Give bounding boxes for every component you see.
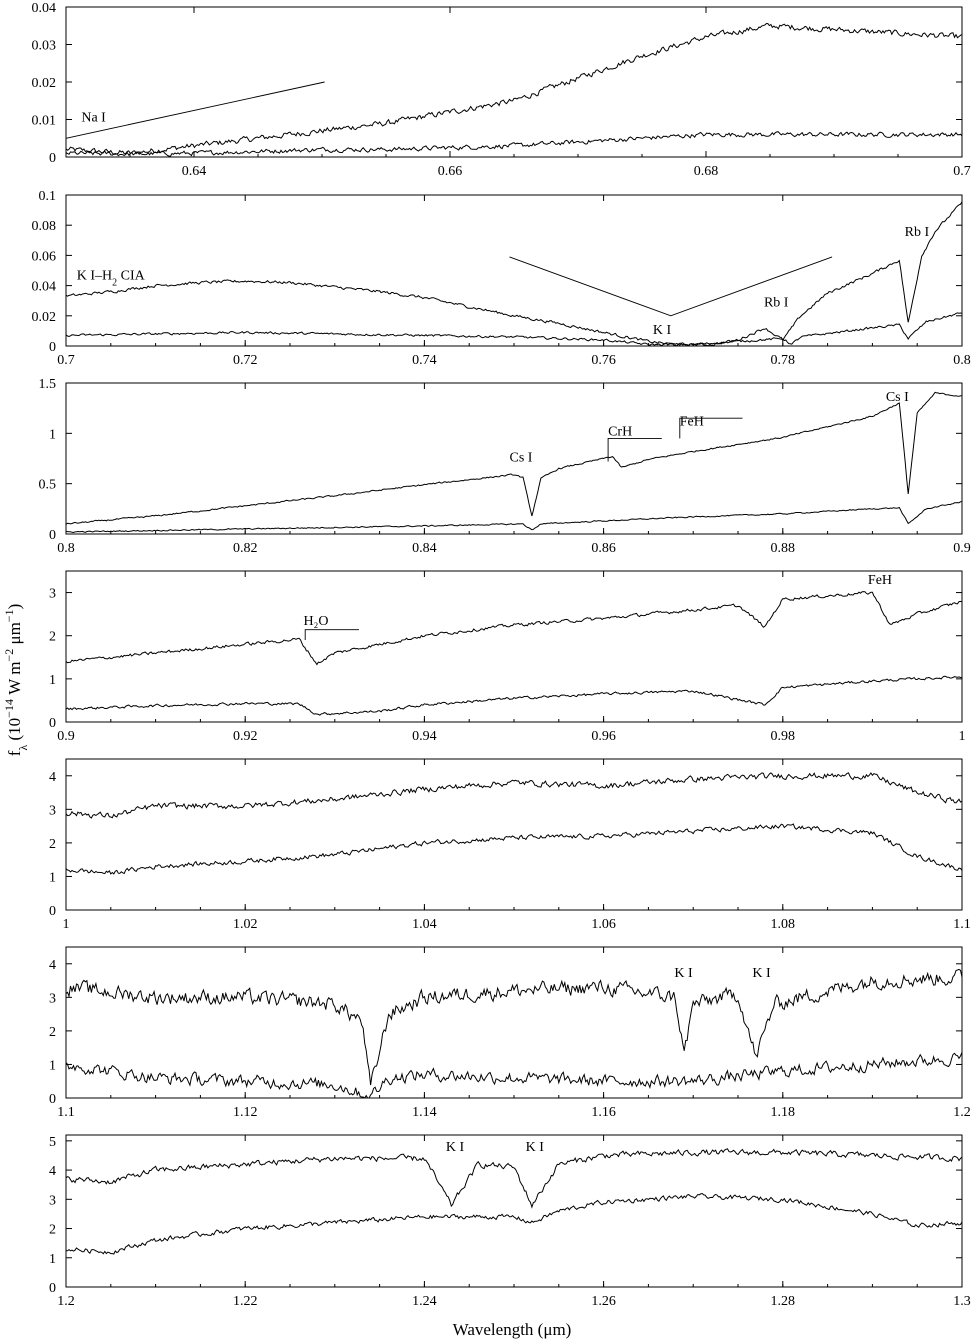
feature-annotation: FeH (867, 572, 893, 588)
spectrum-panel-2 (32, 189, 971, 368)
feature-guide-line (305, 630, 359, 640)
spectrum-panel-3 (39, 377, 971, 556)
x-tick-label: 0.96 (591, 729, 616, 744)
y-tick-label: 3 (49, 1193, 56, 1209)
y-tick-label: 4 (49, 769, 56, 785)
upper-spectrum-line (66, 202, 962, 346)
feature-annotation: K I (752, 966, 771, 982)
x-tick-label: 0.7 (953, 164, 971, 179)
x-tick-label: 0.76 (591, 353, 616, 368)
x-tick-label: 0.68 (693, 164, 719, 179)
x-tick-label: 0.8 (953, 353, 971, 368)
y-tick-label: 0 (49, 528, 56, 543)
y-tick-label: 0 (49, 1281, 56, 1296)
upper-spectrum-line (66, 773, 962, 818)
y-tick-label: 0 (49, 151, 56, 166)
y-tick-label: 4 (49, 1164, 56, 1180)
spectrum-panel-6 (49, 947, 971, 1120)
panel-frame (66, 571, 962, 722)
feature-annotation: K I (652, 322, 672, 338)
y-tick-label: 3 (49, 803, 56, 819)
feature-annotation: Cs I (885, 390, 909, 406)
lower-spectrum-line (66, 1194, 962, 1255)
x-tick-label: 0.72 (232, 353, 258, 368)
lower-spectrum-line (66, 501, 962, 532)
x-tick-label: 0.64 (181, 164, 207, 179)
x-tick-label: 1.1 (57, 1105, 75, 1120)
x-axis-label: Wavelength (μm) (452, 1320, 572, 1339)
x-tick-label: 0.66 (437, 164, 463, 179)
feature-annotation: K I (445, 1140, 465, 1156)
x-tick-label: 1.14 (412, 1105, 437, 1120)
x-tick-label: 1 (62, 917, 70, 932)
y-tick-label: 1 (49, 870, 56, 886)
x-tick-label: 1.06 (591, 917, 616, 932)
feature-annotation: CrH (608, 424, 633, 440)
y-tick-label: 0.5 (38, 477, 56, 493)
panel-frame (66, 947, 962, 1098)
y-tick-label: 2 (49, 629, 56, 645)
x-tick-label: 1.18 (770, 1105, 796, 1120)
x-tick-label: 1.24 (412, 1294, 437, 1309)
x-tick-label: 1.22 (232, 1294, 258, 1309)
x-tick-label: 1 (958, 729, 966, 744)
upper-spectrum-line (66, 1149, 962, 1207)
feature-annotation: H₂O (303, 613, 329, 629)
panel-frame (66, 1135, 962, 1287)
x-tick-label: 0.86 (591, 541, 616, 556)
feature-annotation: K I (674, 966, 693, 982)
y-tick-label: 0 (49, 1092, 56, 1107)
x-tick-label: 0.9 (57, 729, 75, 744)
feature-annotation: Na I (81, 110, 106, 126)
y-tick-label: 0 (49, 904, 56, 919)
upper-spectrum-line (66, 592, 962, 665)
y-tick-label: 2 (49, 1222, 56, 1238)
x-tick-label: 1.1 (953, 917, 971, 932)
lower-spectrum-line (66, 313, 962, 346)
x-tick-label: 0.84 (412, 541, 437, 556)
x-tick-label: 1.16 (591, 1105, 616, 1120)
y-tick-label: 2 (49, 1024, 56, 1040)
feature-annotation: Cs I (509, 450, 533, 466)
feature-annotation: K $I-H_2$ CIA (76, 268, 145, 289)
y-tick-label: 0.03 (31, 38, 56, 54)
y-tick-label: 0.08 (31, 219, 56, 235)
spectrum-panel-4 (49, 571, 966, 744)
upper-spectrum-line (66, 969, 962, 1085)
y-tick-label: 5 (49, 1134, 56, 1150)
y-tick-label: 1 (49, 1251, 56, 1267)
x-tick-label: 1.12 (232, 1105, 258, 1120)
y-tick-label: 4 (49, 957, 56, 973)
lower-spectrum-line (66, 676, 962, 715)
x-tick-label: 0.78 (770, 353, 796, 368)
y-tick-label: 0.02 (31, 76, 56, 91)
y-tick-label: 0.04 (31, 1, 56, 16)
y-tick-label: 3 (49, 586, 56, 602)
x-tick-label: 1.2 (953, 1105, 971, 1120)
x-tick-label: 0.74 (412, 353, 437, 368)
y-tick-label: 1 (49, 1058, 56, 1074)
y-tick-label: 0.01 (31, 113, 56, 129)
feature-annotation: FeH (679, 414, 704, 430)
x-tick-label: 0.98 (770, 729, 796, 744)
x-tick-label: 0.9 (953, 541, 971, 556)
x-tick-label: 1.08 (770, 917, 796, 932)
feature-annotation: K I (525, 1140, 544, 1156)
x-tick-label: 0.82 (232, 541, 258, 556)
x-tick-label: 1.3 (953, 1294, 971, 1309)
x-tick-label: 0.7 (57, 353, 75, 368)
x-tick-label: 1.28 (770, 1294, 796, 1309)
feature-annotation: Rb I (763, 295, 789, 311)
x-tick-label: 1.2 (57, 1294, 75, 1309)
y-tick-label: 3 (49, 991, 56, 1007)
feature-annotation: Rb I (904, 224, 930, 240)
x-tick-label: 0.88 (770, 541, 796, 556)
panel-frame (66, 195, 962, 346)
y-tick-label: 1 (49, 427, 56, 443)
y-axis-label: $f_\lambda$ ($10^{-14}$ W $m^{-2}$ $\mu m^{-1}$) (2, 603, 30, 757)
y-tick-label: 0.06 (31, 249, 56, 265)
y-tick-label: 0 (49, 716, 56, 731)
x-tick-label: 0.92 (232, 729, 258, 744)
x-tick-label: 1.04 (412, 917, 437, 932)
x-tick-label: 1.26 (591, 1294, 616, 1309)
panel-frame (66, 759, 962, 910)
x-tick-label: 0.94 (412, 729, 437, 744)
y-tick-label: 0.04 (31, 279, 56, 295)
lower-spectrum-line (66, 1052, 962, 1098)
y-tick-label: 1.5 (38, 377, 56, 392)
x-tick-label: 1.02 (232, 917, 258, 932)
y-tick-label: 0 (49, 340, 56, 355)
spectrum-panels (32, 1, 971, 1309)
y-tick-label: 2 (49, 836, 56, 852)
lower-spectrum-line (66, 824, 962, 874)
x-tick-label: 0.8 (57, 541, 75, 556)
spectrum-panel-1 (32, 1, 971, 179)
spectrum-panel-7 (49, 1135, 971, 1309)
y-tick-label: 1 (49, 672, 56, 688)
y-tick-label: 0.02 (31, 309, 56, 325)
y-tick-label: 0.1 (38, 189, 56, 204)
spectrum-panel-5 (49, 759, 971, 932)
